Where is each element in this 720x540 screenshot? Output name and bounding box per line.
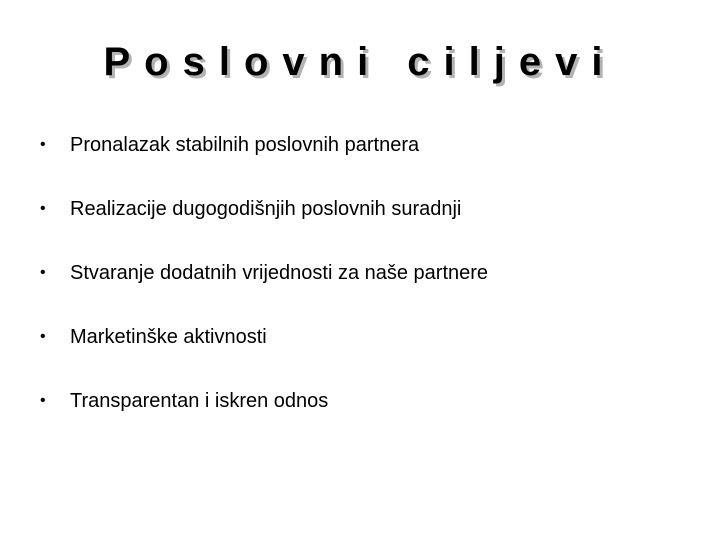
bullet-icon: •: [40, 136, 46, 153]
bullet-item: [40, 380, 680, 422]
bullet-item: [40, 124, 680, 166]
bullet-icon: •: [40, 328, 46, 345]
slide-title: Poslovni ciljevi: [103, 40, 617, 84]
bullet-item: [40, 252, 680, 294]
bullet-icon: •: [40, 200, 46, 217]
bullet-text: Realizacije dugogodišnjih poslovnih suradnji: [70, 197, 462, 220]
bullet-item: [40, 188, 680, 230]
bullet-icon: •: [40, 392, 46, 409]
bullet-text: Transparentan i iskren odnos: [70, 389, 329, 412]
bullet-list: [40, 124, 680, 444]
bullet-icon: •: [40, 264, 46, 281]
bullet-item: [40, 316, 680, 358]
bullet-text: Stvaranje dodatnih vrijednosti za naše partnere: [70, 261, 489, 284]
bullet-text: Pronalazak stabilnih poslovnih partnera: [70, 133, 420, 156]
bullet-text: Marketinške aktivnosti: [70, 325, 267, 348]
